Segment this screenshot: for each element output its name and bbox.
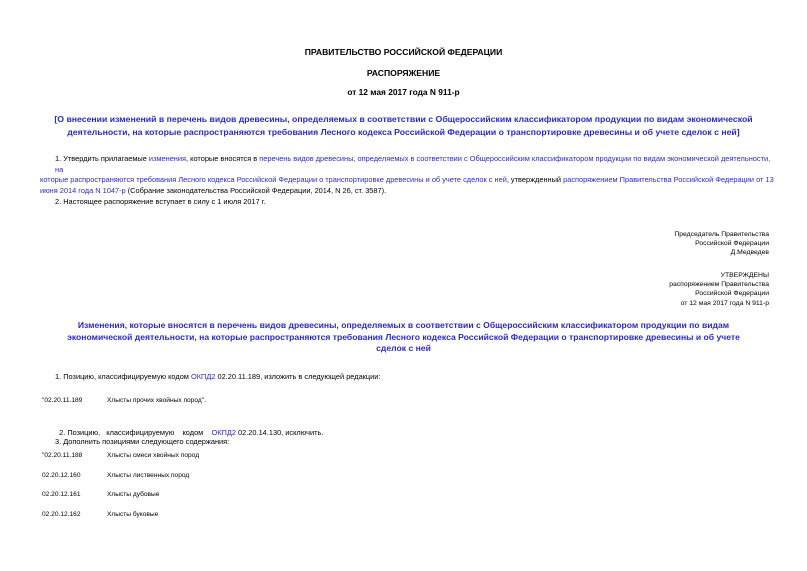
item3-row-name: Хлысты смеси хвойных пород xyxy=(107,452,200,459)
changes-title-link-1[interactable]: перечень видов древесины, определяемых в соответствии с Общероссийским классификатором продукции по видам xyxy=(217,320,730,330)
para1-text-1: 1. Утвердить прилагаемые xyxy=(55,154,149,163)
item1-text-2: 02.20.11.189, изложить в следующей редакции: xyxy=(215,372,381,381)
item2-text-2: 02.20.14.130, исключить. xyxy=(235,427,324,437)
okpd2-link-1[interactable]: ОКПД2 xyxy=(190,372,216,381)
item1-text-1: 1. Позицию, классифицируемую кодом xyxy=(55,372,191,381)
document-date: от 12 мая 2017 года N 911-р xyxy=(347,87,460,97)
item-1 xyxy=(55,372,380,383)
signature-block xyxy=(674,230,769,258)
title-link-line1[interactable]: перечень видов древесины, определяемых в соответствии с Общероссийским классификатором продукции по видам экономической xyxy=(166,114,753,124)
signature-country: Российской Федерации xyxy=(695,240,769,248)
title-bracket-close: ] xyxy=(736,126,740,137)
approved-date: от 12 мая 2017 года N 911-р xyxy=(680,299,769,307)
item3-row-code: "02.20.11.188 xyxy=(42,452,83,459)
paragraph-2: 2. Настоящее распоряжение вступает в силу с 1 июля 2017 г. xyxy=(55,197,266,206)
item3-row-name: Хлысты буковые xyxy=(107,511,159,518)
item2-text-1: 2. Позицию, классифицируемую кодом xyxy=(59,427,212,437)
item3-row-code: 02.20.12.160 xyxy=(42,472,81,479)
changes-title xyxy=(0,320,807,355)
signature-name: Д.Медведев xyxy=(730,249,769,257)
changes-title-link-3[interactable]: сделок с ней xyxy=(376,343,431,353)
paragraph-1-line3 xyxy=(40,186,775,197)
title-bracket-open: [О внесении изменений в xyxy=(54,114,167,124)
para1-link-order-b[interactable]: июня 2014 года N 1047-р xyxy=(40,185,126,195)
para1-link-order-a[interactable]: распоряжением Правительства Российской Федерации от 13 xyxy=(563,175,774,184)
item3-row-code: 02.20.12.162 xyxy=(42,511,81,518)
item3-row-name: Хлысты дубовые xyxy=(107,491,160,498)
title-link-line2[interactable]: деятельности, на которые распространяются требования Лесного кодекса Российской Федерации о транспортировке древесины и об учете сделок с ней xyxy=(67,126,737,137)
changes-title-prefix: Изменения, которые вносятся в xyxy=(77,320,218,330)
para1-text-4: (Собрание законодательства Российской Федерации, 2014, N 26, ст. 3587). xyxy=(125,185,387,195)
para1-link-changes[interactable]: изменения xyxy=(148,154,187,163)
paragraph-1-line2 xyxy=(40,175,775,186)
para1-link-list-a[interactable]: перечень видов древесины, определяемых в соответствии с Общероссийским классификатором продукции по видам экономической деятельности, на xyxy=(55,154,771,174)
approved-label: УТВЕРЖДЕНЫ xyxy=(720,272,769,279)
document-type: РАСПОРЯЖЕНИЕ xyxy=(366,68,441,78)
item3-row-code: 02.20.12.161 xyxy=(42,491,81,498)
para1-link-list-b[interactable]: которые распространяются требования Лесного кодекса Российской Федерации о транспортировке древесины и об учете сделок с ней xyxy=(40,175,507,184)
paragraph-1 xyxy=(40,154,775,196)
signature-position: Председатель Правительства xyxy=(674,231,769,238)
approved-country: Российской Федерации xyxy=(695,290,769,298)
paragraph-1-line1 xyxy=(40,154,775,175)
item3-row-name: Хлысты лиственных пород xyxy=(107,472,190,479)
approved-by: распоряжением Правительства xyxy=(669,281,769,289)
para1-text-3: , утвержденный xyxy=(506,175,564,184)
changes-title-link-2[interactable]: экономической деятельности, на которые распространяются требования Лесного кодекса Российской Федерации о транспортировке древесины и об учете xyxy=(67,331,740,342)
government-heading: ПРАВИТЕЛЬСТВО РОССИЙСКОЙ ФЕДЕРАЦИИ xyxy=(304,47,503,57)
approved-block xyxy=(669,271,769,308)
item-3: 3. Дополнить позициями следующего содержания: xyxy=(55,437,230,446)
item-2 xyxy=(55,417,323,438)
item1-row-name: Хлысты прочих хвойных пород". xyxy=(107,397,206,404)
document-title xyxy=(0,113,807,138)
para1-text-2: , которые вносятся в xyxy=(186,154,260,163)
item1-row-code: "02.20.11.189 xyxy=(42,397,83,404)
okpd2-link-2[interactable]: ОКПД2 xyxy=(211,427,236,437)
